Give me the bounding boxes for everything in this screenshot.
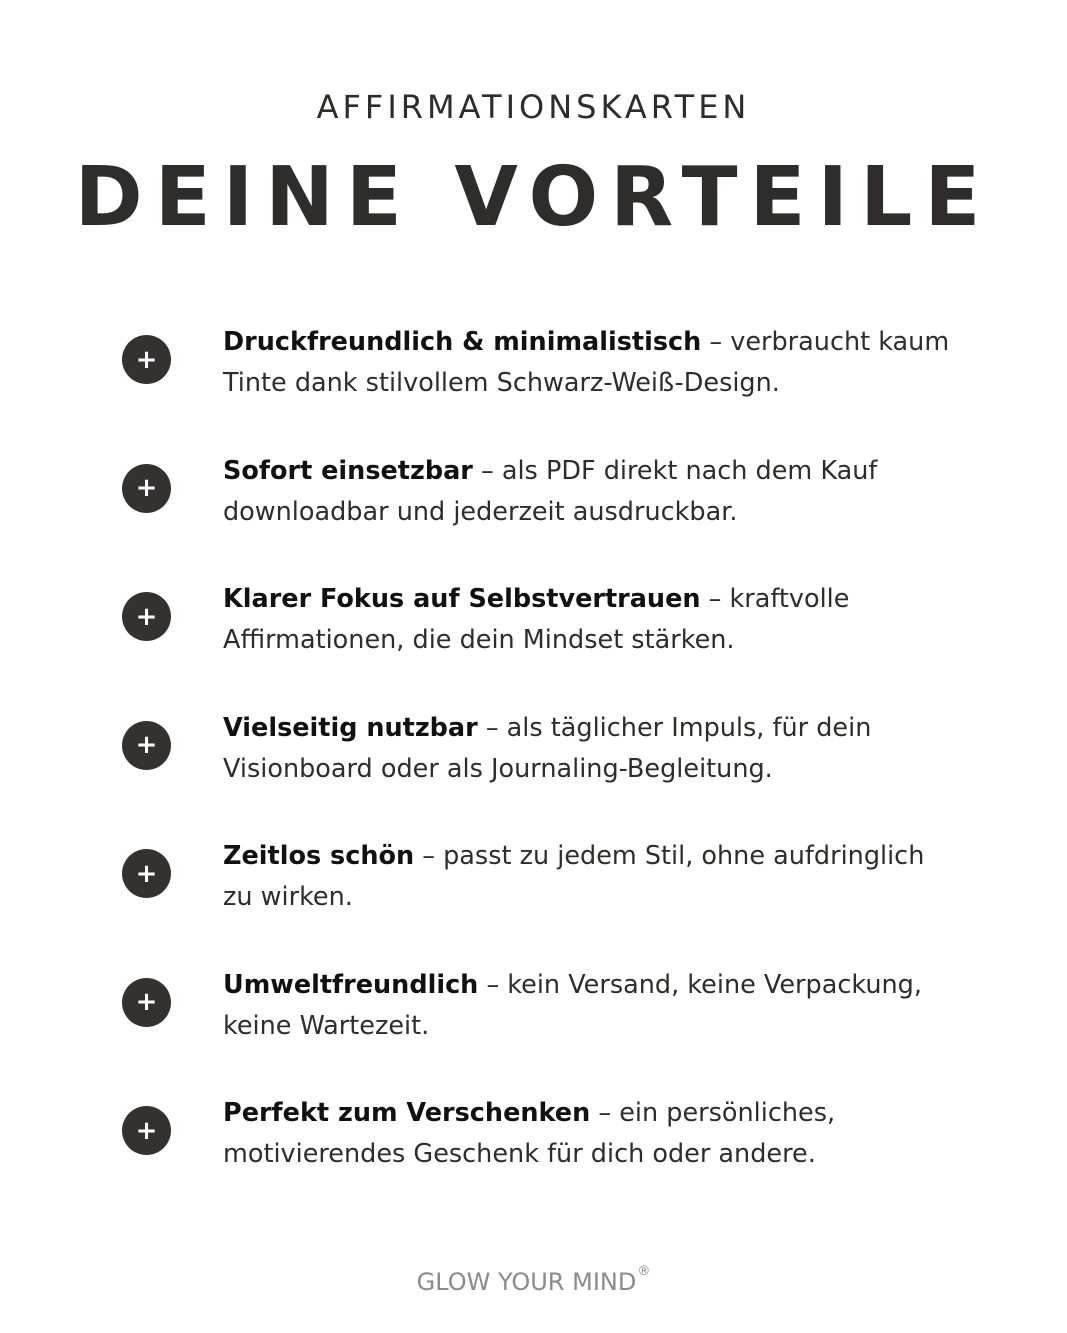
registered-mark: ®	[637, 1264, 651, 1279]
benefit-item	[122, 965, 952, 1094]
benefit-title: Zeitlos schön	[223, 841, 415, 871]
benefit-description: – verbraucht kaum Tinte dank stilvollem Schwarz-Weiß-Design.	[223, 327, 950, 398]
benefit-text	[223, 451, 958, 533]
benefit-description: – als täglicher Impuls, für dein Visionboard oder als Journaling-Begleitung.	[223, 712, 872, 784]
benefit-description: – als PDF direkt nach dem Kauf downloadbar und jederzeit ausdruckbar.	[223, 455, 878, 527]
benefit-item	[122, 708, 952, 837]
plus-icon: +	[122, 1106, 171, 1155]
plus-icon: +	[122, 592, 171, 641]
benefits-list	[122, 322, 952, 1222]
benefit-title: Klarer Fokus auf Selbstvertrauen	[223, 584, 701, 614]
benefit-item	[122, 579, 952, 708]
plus-icon: +	[122, 849, 171, 898]
plus-icon: +	[122, 335, 171, 384]
benefit-text	[223, 836, 958, 918]
benefit-text	[223, 322, 958, 404]
benefit-description: – passt zu jedem Stil, ohne aufdringlich zu wirken.	[223, 841, 925, 912]
benefit-text	[223, 708, 958, 790]
benefit-text	[223, 965, 958, 1047]
plus-icon: +	[122, 978, 171, 1027]
benefit-text	[223, 579, 958, 661]
benefit-title: Druckfreundlich & minimalistisch	[223, 327, 702, 357]
benefit-item	[122, 836, 952, 965]
benefit-description: – ein persönliches, motivierendes Geschenk für dich oder andere.	[223, 1098, 836, 1169]
plus-icon: +	[122, 721, 171, 770]
plus-icon: +	[122, 464, 171, 513]
benefit-title: Perfekt zum Verschenken	[223, 1098, 591, 1128]
benefit-item	[122, 322, 952, 451]
benefit-item	[122, 1093, 952, 1222]
benefit-item	[122, 451, 952, 580]
benefit-description: – kraftvolle Affirmationen, die dein Mindset stärken.	[223, 584, 850, 655]
benefit-title: Vielseitig nutzbar	[223, 712, 478, 743]
benefit-title: Sofort einsetzbar	[223, 455, 473, 486]
benefit-text	[223, 1093, 958, 1175]
benefit-title: Umweltfreundlich	[223, 969, 479, 1000]
benefit-description: – kein Versand, keine Verpackung, keine Wartezeit.	[223, 969, 922, 1041]
footer-brand	[0, 1264, 1067, 1296]
page-title: DEINE VORTEILE	[74, 150, 993, 245]
kicker-label: AFFIRMATIONSKARTEN	[316, 88, 751, 126]
brand-name: GLOW YOUR MIND	[416, 1268, 637, 1296]
